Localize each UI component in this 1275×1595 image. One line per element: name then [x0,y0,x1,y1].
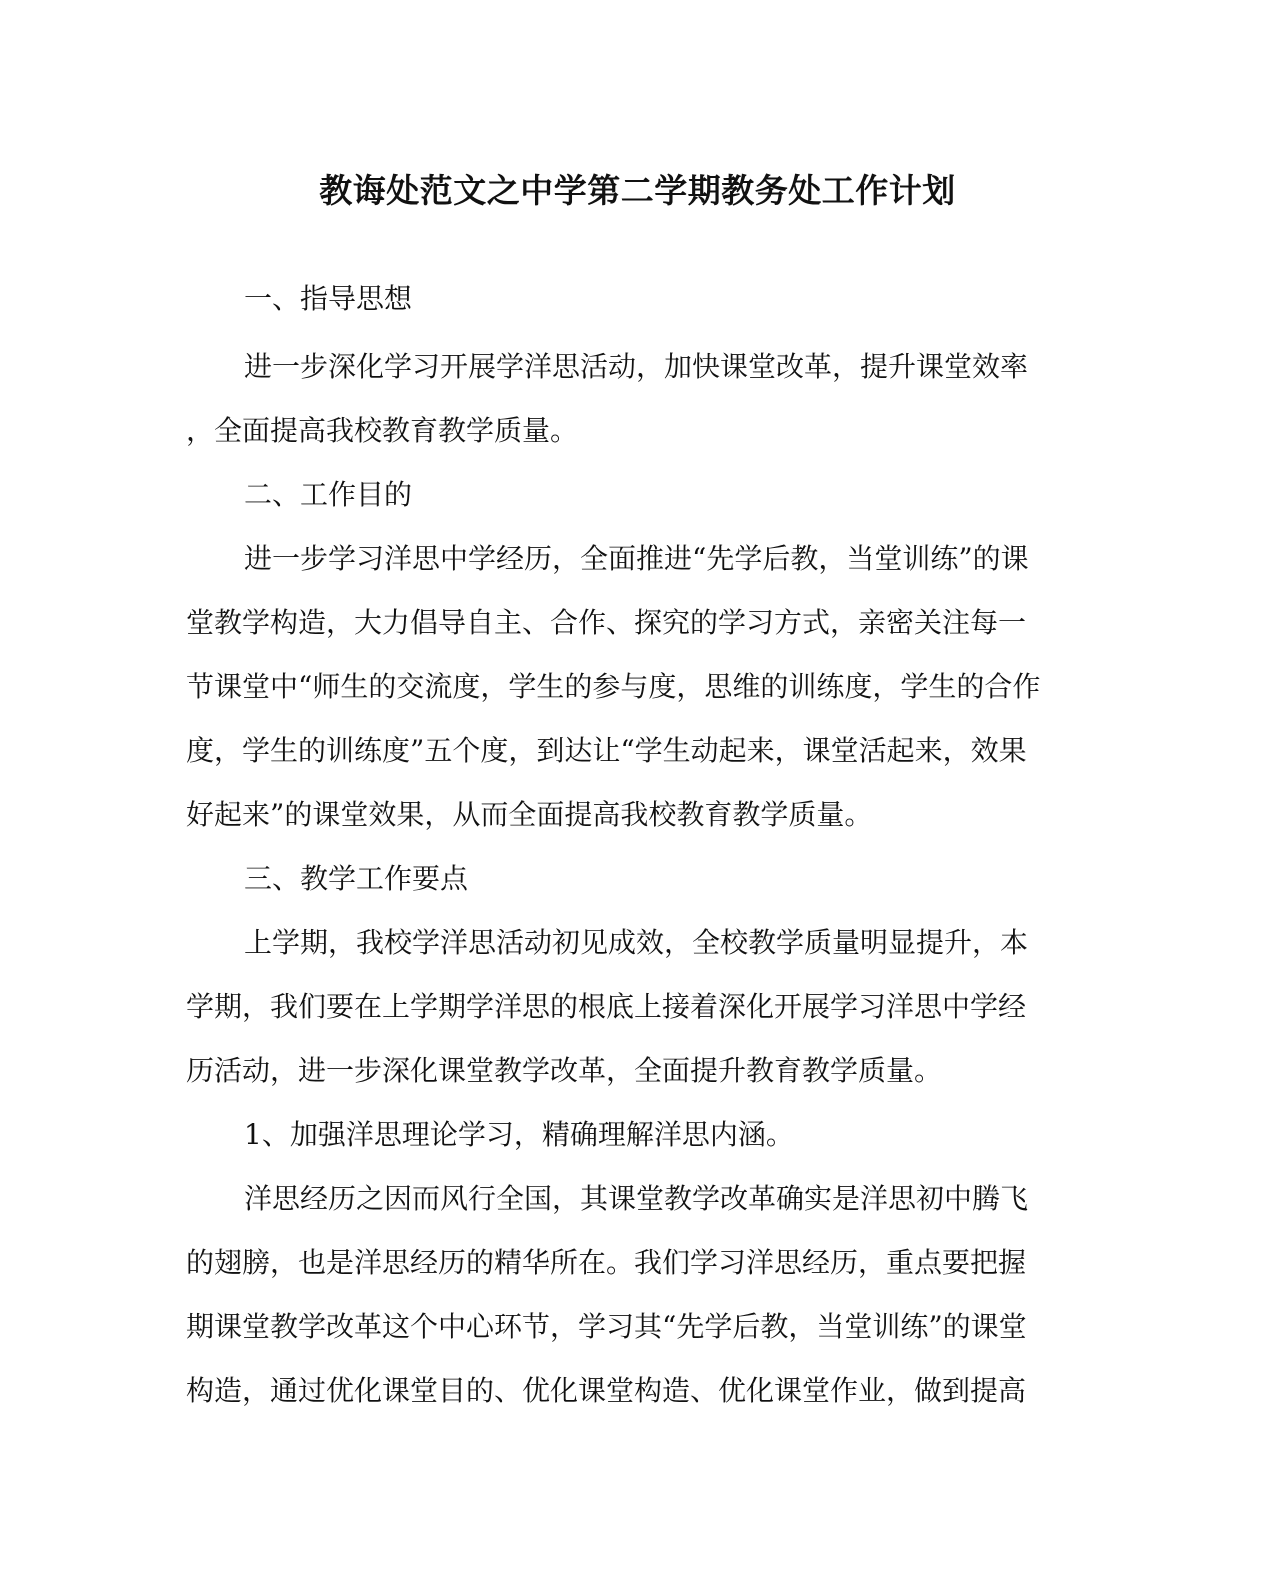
paragraph-line: 洋思经历之因而风行全国，其课堂教学改革确实是洋思初中腾飞 [244,1182,1029,1215]
paragraph-line: 上学期，我校学洋思活动初见成效，全校教学质量明显提升，本 [244,926,1029,959]
paragraph-line: 历活动，进一步深化课堂教学改革，全面提升教育教学质量。 [186,1054,943,1087]
document-title: 教诲处范文之中学第二学期教务处工作计划 [319,171,956,210]
paragraph-line: 好起来”的课堂效果，从而全面提高我校教育教学质量。 [186,798,873,831]
subsection-heading: 1、加强洋思理论学习，精确理解洋思内涵。 [244,1118,794,1151]
paragraph-line: 度，学生的训练度”五个度，到达让“学生动起来，课堂活起来，效果 [186,734,1027,767]
paragraph-line: 学期，我们要在上学期学洋思的根底上接着深化开展学习洋思中学经 [186,990,1027,1023]
section-heading-guiding-ideology: 一、指导思想 [244,282,413,315]
paragraph-line: 堂教学构造，大力倡导自主、合作、探究的学习方式，亲密关注每一 [186,606,1027,639]
section-heading-work-goals: 二、工作目的 [244,478,413,511]
paragraph-line: ，全面提高我校教育教学质量。 [186,414,579,447]
paragraph-line: 进一步深化学习开展学洋思活动，加快课堂改革，提升课堂效率 [244,350,1029,383]
paragraph-line: 期课堂教学改革这个中心环节，学习其“先学后教，当堂训练”的课堂 [186,1310,1027,1343]
paragraph-line: 的翅膀，也是洋思经历的精华所在。我们学习洋思经历，重点要把握 [186,1246,1027,1279]
paragraph-line: 进一步学习洋思中学经历，全面推进“先学后教，当堂训练”的课 [244,542,1029,575]
paragraph-line: 节课堂中“师生的交流度，学生的参与度，思维的训练度，学生的合作 [186,670,1041,703]
section-heading-teaching-points: 三、教学工作要点 [244,862,469,895]
paragraph-line: 构造，通过优化课堂目的、优化课堂构造、优化课堂作业，做到提高 [186,1374,1027,1407]
